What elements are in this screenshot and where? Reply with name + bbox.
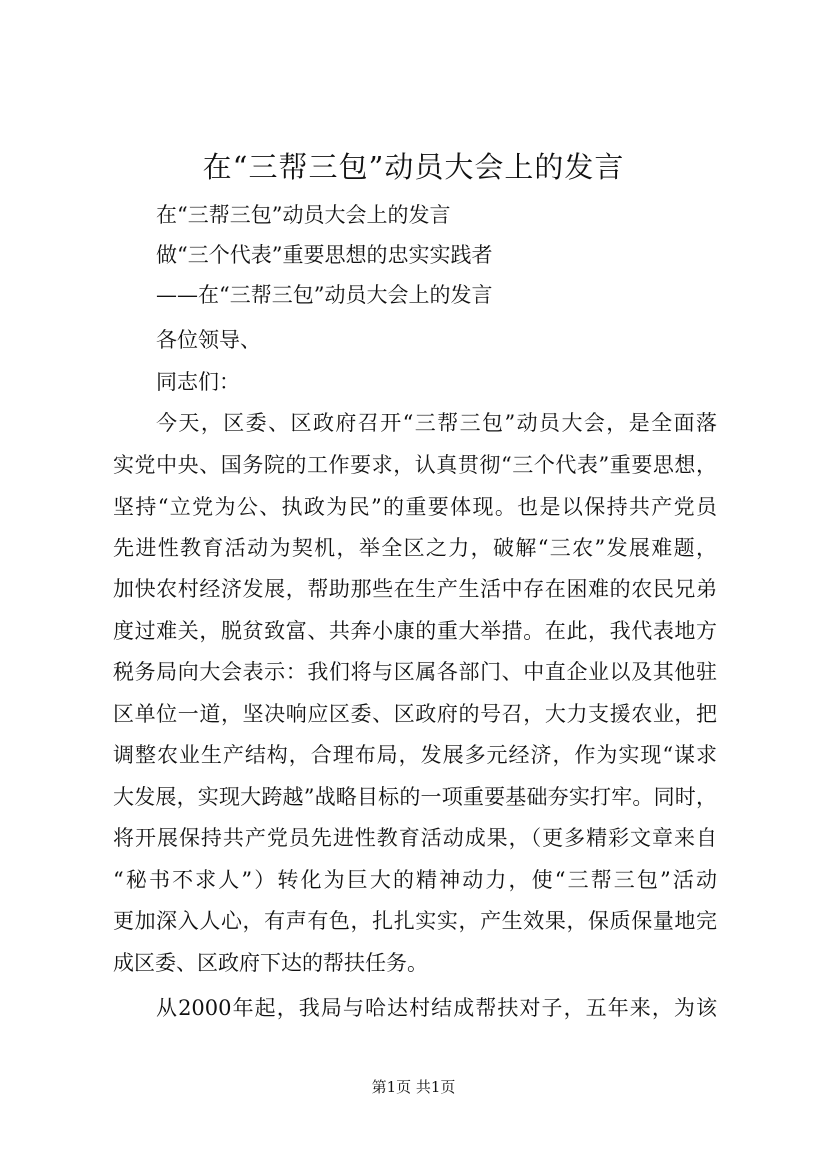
paragraph-line: 成区委、区政府下达的帮扶任务。	[113, 951, 428, 975]
paragraph-line: 先进性教育活动为契机，举全区之力，破解“三农”发展难题，	[113, 536, 717, 560]
paragraph-line: 实党中央、国务院的工作要求，认真贯彻“三个代表”重要思想，	[113, 453, 717, 477]
paragraph-line: 度过难关，脱贫致富、共奔小康的重大举措。在此，我代表地方	[113, 619, 717, 643]
paragraph-line: 加快农村经济发展，帮助那些在生产生活中存在困难的农民兄弟	[113, 577, 717, 601]
paragraph-line: 区单位一道，坚决响应区委、区政府的号召，大力支援农业，把	[113, 702, 717, 726]
document-title: 在“三帮三包”动员大会上的发言	[202, 150, 625, 184]
paragraph-line: 更加深入人心，有声有色，扎扎实实，产生效果，保质保量地完	[113, 909, 717, 933]
header-line-title-repeat: 在“三帮三包”动员大会上的发言	[156, 203, 451, 227]
header-line-subtitle: ——在“三帮三包”动员大会上的发言	[156, 283, 493, 307]
paragraph-line: 将开展保持共产党员先进性教育活动成果，（更多精彩文章来自	[113, 826, 717, 850]
paragraph-2-first-line: 从2000年起，我局与哈达村结成帮扶对子，五年来，为该	[156, 996, 717, 1020]
paragraph-line: 税务局向大会表示：我们将与区属各部门、中直企业以及其他驻	[113, 660, 717, 684]
paragraph-line: 调整农业生产结构，合理布局，发展多元经济，作为实现“谋求	[113, 743, 717, 767]
paragraph-line: “秘书不求人”）转化为巨大的精神动力，使“三帮三包”活动	[113, 868, 717, 892]
header-line-main-heading: 做“三个代表”重要思想的忠实实践者	[156, 243, 493, 267]
paragraph-line: 大发展，实现大跨越”战略目标的一项重要基础夯实打牢。同时，	[113, 785, 717, 809]
paragraph-line: 坚持“立党为公、执政为民”的重要体现。也是以保持共产党员	[113, 495, 717, 519]
salutation-comrades: 同志们：	[156, 370, 240, 394]
salutation-leaders: 各位领导、	[156, 328, 261, 352]
paragraph-line: 今天，区委、区政府召开“三帮三包”动员大会，是全面落	[156, 411, 717, 435]
page-number-footer: 第1页 共1页	[371, 1078, 456, 1096]
